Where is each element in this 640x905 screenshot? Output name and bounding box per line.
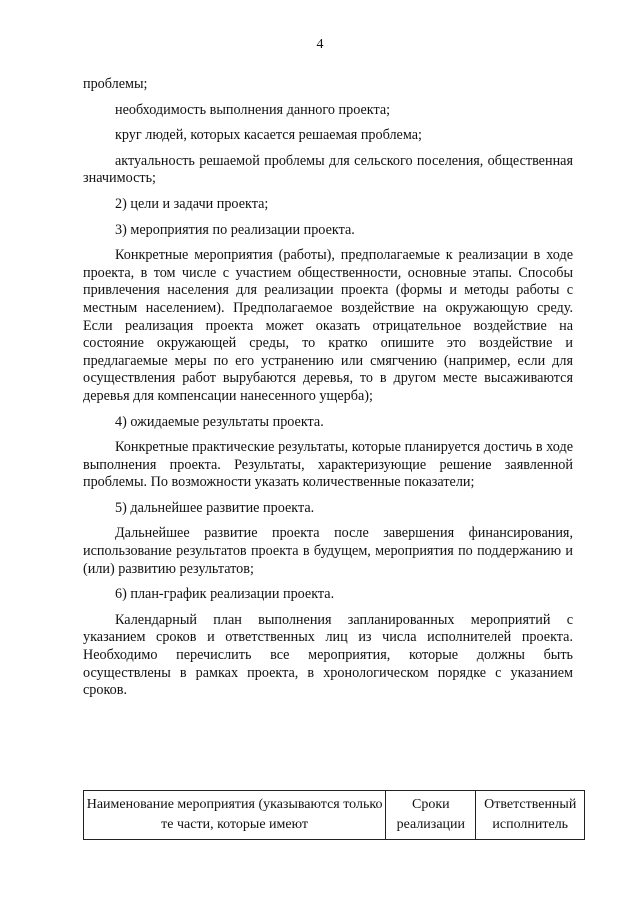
page-number: 4 xyxy=(316,37,324,52)
header-activity-name: Наименование мероприятия (указываются только те части, которые имеют xyxy=(84,791,386,840)
paragraph: актуальность решаемой проблемы для сельского поселения, общественная значимость; xyxy=(83,152,573,187)
header-responsible: Ответственный исполнитель xyxy=(476,791,585,840)
paragraph: 6) план-график реализации проекта. xyxy=(115,586,335,603)
paragraph: 3) мероприятия по реализации проекта. xyxy=(115,221,355,238)
paragraph: необходимость выполнения данного проекта; xyxy=(115,101,391,118)
paragraph: Конкретные практические результаты, которые планируется достичь в ходе выполнения проекта. Результаты, характеризующие решение заявленной проблемы. По возможности указать количественные показатели; xyxy=(83,439,573,491)
paragraph: проблемы; xyxy=(83,76,148,92)
plan-schedule-table xyxy=(83,790,585,840)
header-timeline: Сроки реализации xyxy=(386,791,476,840)
table-header-row xyxy=(84,791,585,840)
paragraph: Конкретные мероприятия (работы), предполагаемые к реализации в ходе проекта, в том числе с участием общественности, основные этапы. Способы привлечения населения для реализации проекта (формы и методы работы с местным населением). Предполагаемое воздействие на окружающую среду. Если реализация проекта может оказать отрицательное воздействие на состояние окружающей среды, то кратко опишите это воздействие и предлагаемые меры по его устранению или смягчению (например, если для осуществления работ вырубаются деревья, то в другом месте высаживаются деревья для компенсации нанесенного ущерба); xyxy=(83,247,573,404)
paragraph: Дальнейшее развитие проекта после завершения финансирования, использование результатов проекта в будущем, мероприятия по поддержанию и (или) развитию результатов; xyxy=(83,525,573,577)
paragraph: круг людей, которых касается решаемая проблема; xyxy=(115,127,422,144)
document-body xyxy=(83,76,573,700)
paragraph: Календарный план выполнения запланированных мероприятий с указанием сроков и ответственных лиц из числа исполнителей проекта. Необходимо перечислить все мероприятия, которые должны быть осуществлены в рамках проекта, в хронологическом порядке с указанием сроков. xyxy=(83,611,573,699)
paragraph: 2) цели и задачи проекта; xyxy=(115,195,269,212)
paragraph: 5) дальнейшее развитие проекта. xyxy=(115,499,315,516)
paragraph: 4) ожидаемые результаты проекта. xyxy=(115,413,324,430)
